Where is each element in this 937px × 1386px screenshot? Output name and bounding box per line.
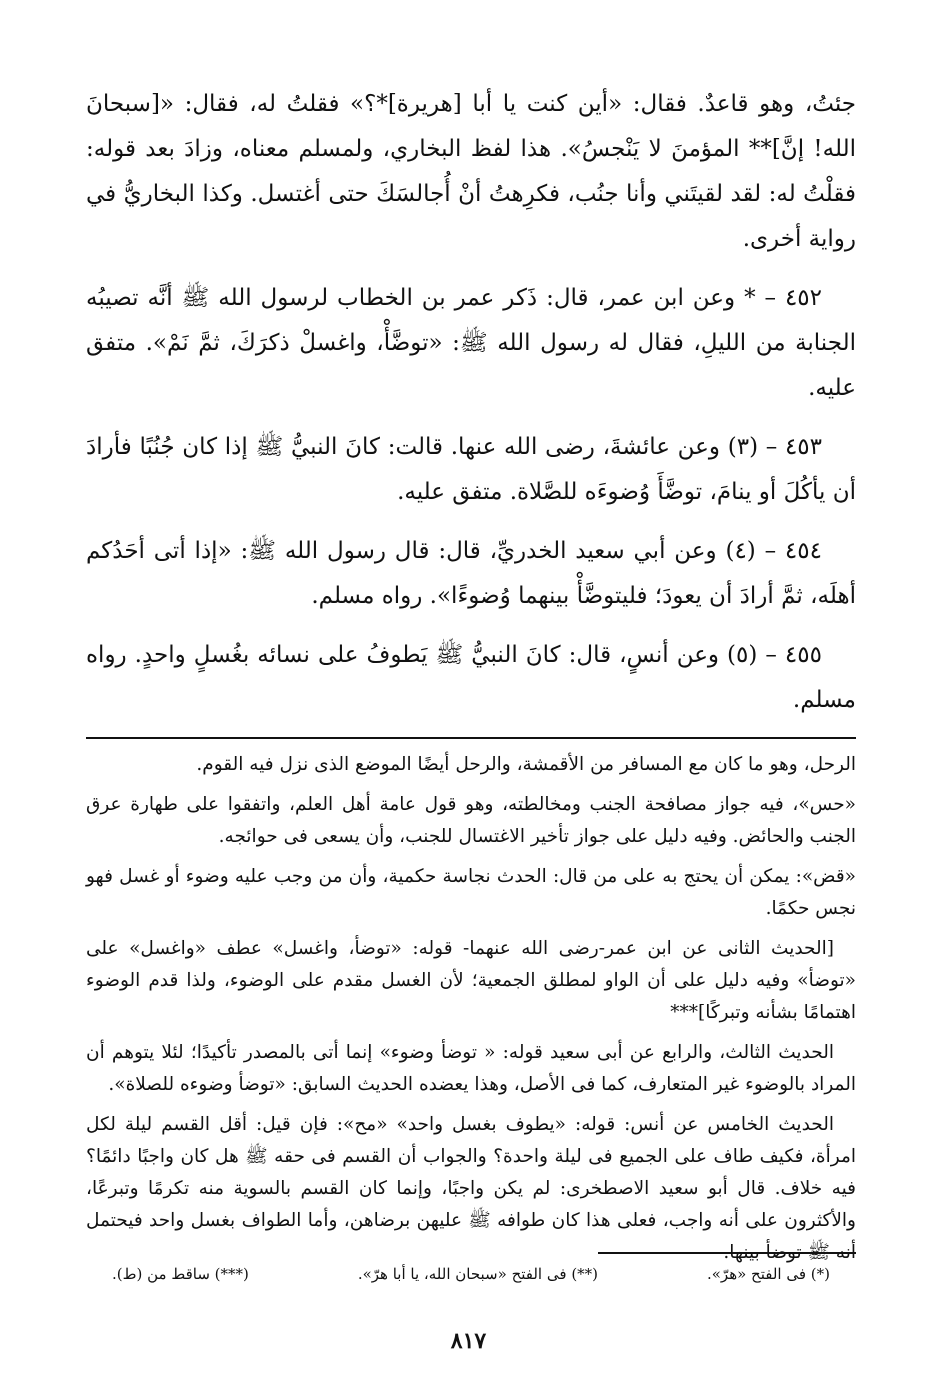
hadith-455: ٤٥٥ – (٥) وعن أنسٍ، قال: كانَ النبيُّ ﷺ يَطوفُ على نسائه بغُسلٍ واحدٍ. رواه مسلم. [86,642,856,713]
footnote-3: (***) ساقط من (ط). [112,1265,249,1283]
footnote-divider [598,1252,856,1254]
commentary-section [86,749,856,1269]
hadith-453: ٤٥٣ – (٣) وعن عائشةَ، رضى الله عنها. قالت: كانَ النبيُّ ﷺ إذا كان جُنُبًا فأرادَ أن يأكُلَ أو ينامَ، توضَّأَ وُضوءَه للصَّلاة. متفق عليه. [86,434,856,505]
hadith-454: ٤٥٤ – (٤) وعن أبي سعيد الخدريِّ، قال: قال رسول الله ﷺ: «إذا أتى أحَدُكم أهلَه، ثمَّ أرادَ أن يعودَ؛ فليتوضَّأْ بينهما وُضوءًا». رواه مسلم. [86,538,856,609]
hadith-continuation: جئتُ، وهو قاعدٌ. فقال: «أين كنت يا أبا [هريرة]*؟» فقلتُ له، فقال: «[سبحانَ الله! إنَّ]** المؤمنَ لا يَنْجسُ». هذا لفظ البخاري، ولمسلم معناه، وزادَ بعد قوله: فقلْتُ له: لقد لقيتَني وأنا جنُب، فكرِهتُ أنْ أُجالسَكَ حتى أغتسل. وكذا البخاريُّ في رواية أخرى. [86,91,856,252]
commentary-paragraph: الحديث الثالث، والرابع عن أبى سعيد قوله: « توضأ وضوء» إنما أتى بالمصدر تأكيدًا؛ لئلا يتوهم أن المراد بالوضوء غير المتعارف، كما فى الأصل، وهذا يعضده الحديث السابق: «توضأ وضوءه للصلاة». [86,1042,856,1095]
commentary-divider [86,737,856,739]
page-body [86,82,856,1277]
main-text [86,82,856,723]
footnote-1: (*) فى الفتح «هرّ». [706,1265,830,1283]
commentary-paragraph: الحديث الخامس عن أنس: قوله: «يطوف بغسل واحد» «مح»: فإن قيل: أقل القسم ليلة لكل امرأة، فكيف طاف على الجميع فى ليلة واحدة؟ والجواب أن القسم فى حقه ﷺ هل كان واجبًا دائمًا؟ فيه خلاف. قال أبو سعيد الاصطخرى: لم يكن واجبًا، وإنما كان القسم بالسوية منه تكرمًا وتبرعًا، والأكثرون على أنه واجب، فعلى هذا كان طوافه ﷺ عليهن برضاهن، وأما الطواف بغسل واحد فيحتمل أنه ﷺ توضأ بينها. [86,1114,856,1263]
commentary-paragraph: «قض»: يمكن أن يحتج به على من قال: الحدث نجاسة حكمية، وأن من وجب عليه وضوء أو غسل فهو نجس حكمًا. [86,866,856,919]
commentary-paragraph: [الحديث الثانى عن ابن عمر-رضى الله عنهما- قوله: «توضأ، واغسل» عطف «واغسل» على «توضأ» وفيه دليل على أن الواو لمطلق الجمعية؛ لأن الغسل مقدم على الوضوء، ولذا قدم الوضوء اهتمامًا بشأنه وتبركًا]*** [86,938,856,1023]
commentary-paragraph: «حس»، فيه جواز مصافحة الجنب ومخالطته، وهو قول عامة أهل العلم، واتفقوا على طهارة عرق الجنب والحائض. وفيه دليل على جواز تأخير الاغتسال للجنب، وأن يسعى فى حوائجه. [86,794,856,847]
footnotes [86,1262,856,1286]
footnote-2: (**) فى الفتح «سبحان الله، يا أبا هرّ». [357,1265,599,1283]
page-number: ٨١٧ [450,1328,487,1354]
hadith-452: ٤٥٢ – * وعن ابن عمر، قال: ذَكر عمر بن الخطاب لرسول الله ﷺ أنَّه تصيبُه الجنابة من الليلِ، فقال له رسول الله ﷺ: «توضَّأْ، واغسلْ ذكرَكَ، ثمَّ نَمْ». متفق عليه. [86,285,856,401]
commentary-paragraph: الرحل، وهو ما كان مع المسافر من الأقمشة، والرحل أيضًا الموضع الذى نزل فيه القوم. [196,754,856,775]
